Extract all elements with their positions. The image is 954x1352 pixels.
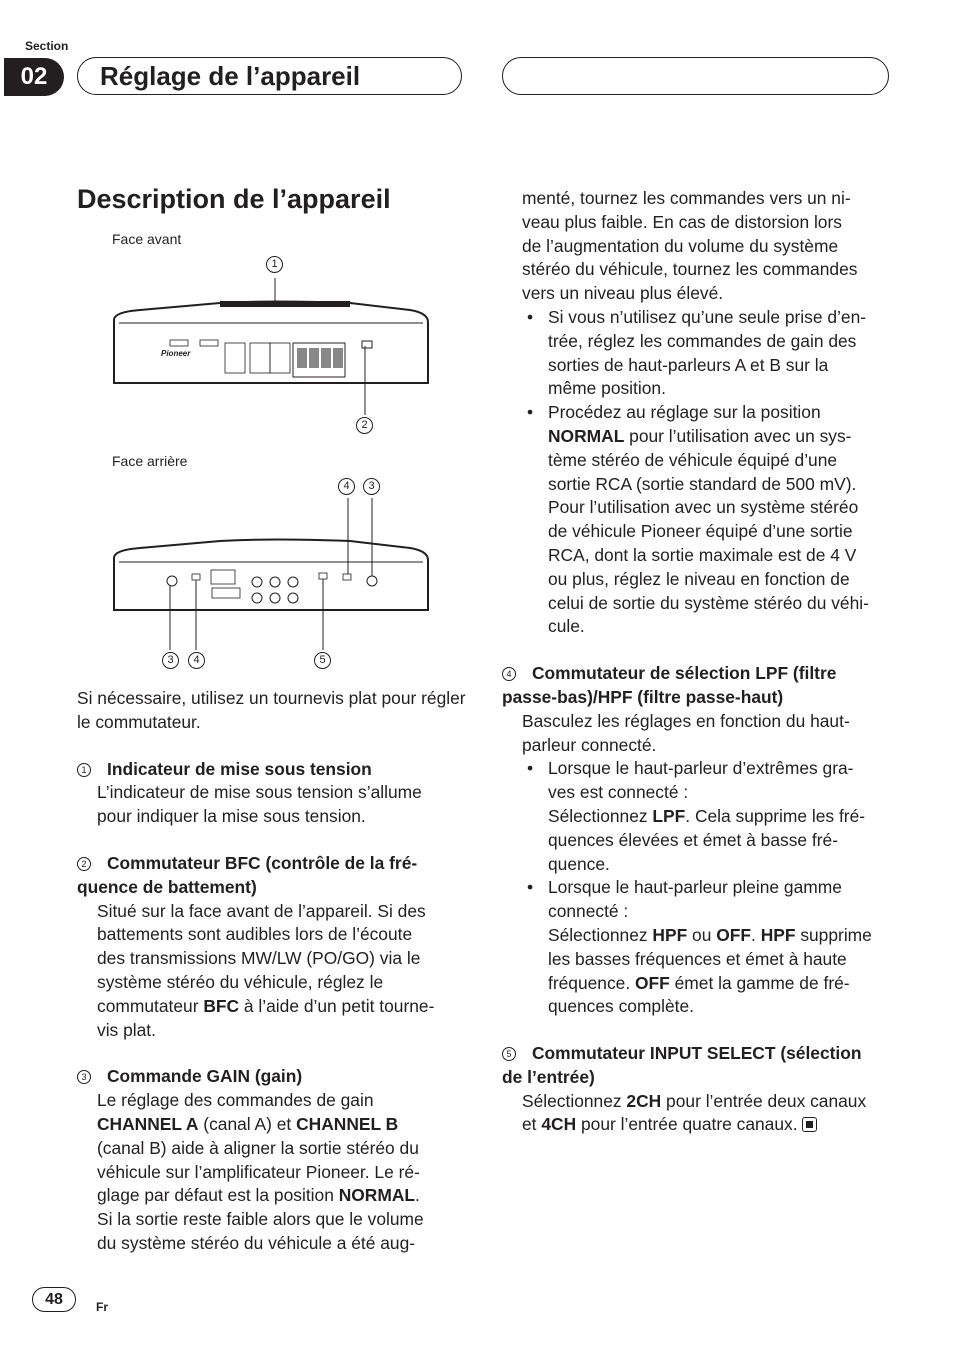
list-item: • Procédez au réglage sur la position NORMAL pour l’utilisation avec un sys- tème stéréo de véhicule équipé d’une sortie RCA (sortie standard de 500 mV). Pour l’utilisation avec un système stéréo de véhicule Pioneer équipé d’une sortie RCA, dont la sortie maximale est de 4 V ou plus, réglez le niveau en fonction de celui de sortie du système stéréo du véhi- cule. (522, 401, 902, 639)
brand-logo-text: Pioneer (161, 349, 191, 358)
front-callout-1: 1 (266, 256, 283, 273)
rear-callout-4-top: 4 (338, 478, 355, 495)
item-4-body: Basculez les réglages en fonction du haut- parleur connecté. (522, 710, 850, 755)
section-number-badge: 02 (4, 58, 64, 96)
item-3-title: 3 Commande GAIN (gain) (77, 1065, 467, 1089)
front-amplifier-drawing (100, 250, 460, 440)
rear-callout-5-bottom: 5 (314, 652, 331, 669)
rear-view-illustration (100, 470, 460, 670)
list-item: • Si vous n’utilisez qu’une seule prise d’en- trée, réglez les commandes de gain des sorties de haut-parleurs A et B sur la même position. (522, 306, 902, 401)
item-5-body: Sélectionnez 2CH pour l’entrée deux canaux et 4CH pour l’entrée quatre canaux. (522, 1090, 867, 1135)
rear-callout-4-bottom: 4 (188, 652, 205, 669)
item-5-title: 5 Commutateur INPUT SELECT (sélection de l’entrée) (502, 1043, 862, 1087)
item-3-body-left: Le réglage des commandes de gain CHANNEL A (canal A) et CHANNEL B (canal B) aide à aligner la sortie stéréo du véhicule sur l’amplificateur Pioneer. Le ré- glage par défaut est la position NORMAL. Si la sortie reste faible alors que le volume du système stéréo du véhicule a été aug- (97, 1090, 424, 1253)
front-view-caption: Face avant (112, 231, 182, 247)
list-item: • Lorsque le haut-parleur d’extrêmes gra- ves est connecté : Sélectionnez LPF. Cela supprime les fré- quences élevées et émet à basse fré- quence. (522, 757, 902, 876)
left-column (77, 687, 467, 1256)
right-column (502, 187, 902, 1137)
item-3-body-right: menté, tournez les commandes vers un ni- veau plus faible. En cas de distorsion lors de l’augmentation du volume du système stéréo du véhicule, tournez les commandes vers un niveau plus élevé. (522, 188, 858, 304)
item-1-title: 1 Indicateur de mise sous tension (77, 758, 467, 782)
end-of-section-icon (802, 1117, 817, 1132)
rear-callout-3-bottom: 3 (162, 652, 179, 669)
intro-paragraph: Si nécessaire, utilisez un tournevis plat pour régler le commutateur. (77, 688, 466, 732)
rear-amplifier-drawing (100, 470, 460, 670)
front-view-illustration (100, 250, 460, 440)
front-callout-2: 2 (356, 417, 373, 434)
item-3-bullets (502, 306, 902, 639)
list-item: • Lorsque le haut-parleur pleine gamme connecté : Sélectionnez HPF ou OFF. HPF supprime les basses fréquences et émet à haute fréquence. OFF émet la gamme de fré- quences complète. (522, 876, 902, 1019)
item-1-body: L’indicateur de mise sous tension s’allume pour indiquer la mise sous tension. (97, 782, 422, 827)
chapter-title: Réglage de l’appareil (100, 61, 361, 91)
rear-view-caption: Face arrière (112, 453, 188, 469)
page-number: 48 (32, 1287, 76, 1312)
rear-callout-3-top: 3 (363, 478, 380, 495)
header-empty-frame (502, 57, 889, 95)
page-title: Description de l’appareil (77, 184, 391, 214)
item-4-title: 4 Commutateur de sélection LPF (filtre passe-bas)/HPF (filtre passe-haut) (502, 663, 837, 707)
language-code: Fr (96, 1300, 108, 1314)
item-2-title: 2 Commutateur BFC (contrôle de la fré- quence de battement) (77, 852, 418, 897)
item-2-body: Situé sur la face avant de l’appareil. Si des battements sont audibles lors de l’écoute des transmissions MW/LW (PO/GO) via le système stéréo du véhicule, réglez le commutateur BFC à l’aide d’un petit tourne- vis plat. (97, 900, 435, 1040)
section-label: Section (25, 39, 69, 53)
item-4-bullets (502, 757, 902, 1019)
